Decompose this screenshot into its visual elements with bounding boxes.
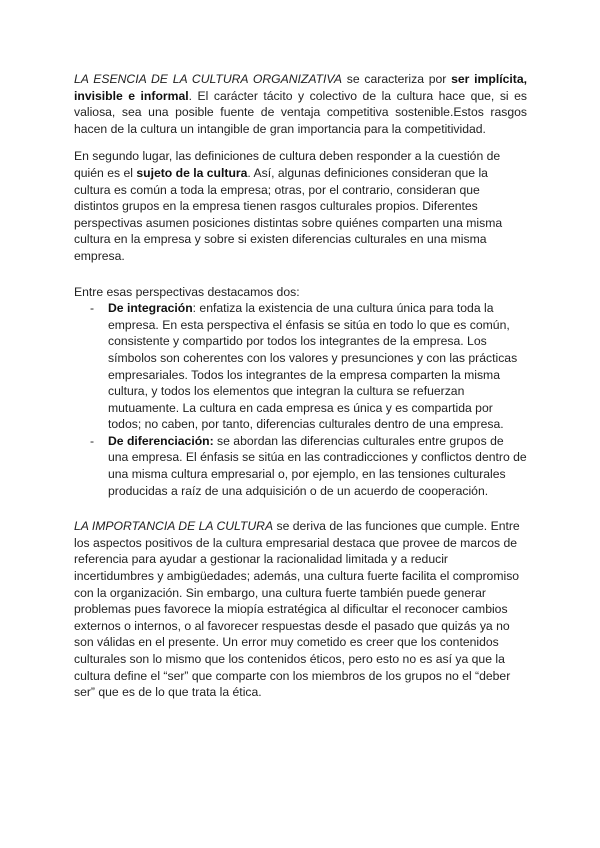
bold-phrase: ser implícita, invisible e informal bbox=[74, 72, 528, 103]
bold-phrase: sujeto de la cultura bbox=[136, 165, 248, 180]
list-item bbox=[74, 300, 527, 433]
item-title: De diferenciación: bbox=[108, 433, 214, 448]
paragraph-text: se deriva de las funciones que cumple. Entre los aspectos positivos de la cultura empresarial destaca que provee de marcos de referencia para ayudar a gestionar la racionalidad limitada y a reducir incertidumbres y ambigüedades; además, una cultura fuerte facilita el compromiso con la organización. Sin embargo, una cultura fuerte también puede generar problemas pues favorece la miopía estratégica al dificultar el reconocer cambios externos o internos, o al favorecer respuestas desde el pasado que quizás ya no son válidas en el presente. Un error muy cometido es creer que los contenidos culturales son lo mismo que los contenidos éticos, pero esto no es así ya que la cultura define el “ser” que comparte con los miembros de los grupos no el “deber ser” que es de lo que trata la ética. bbox=[74, 519, 520, 700]
document-page bbox=[74, 71, 527, 701]
heading-esencia: LA ESENCIA DE LA CULTURA ORGANIZATIVA bbox=[74, 72, 343, 86]
paragraph-text: En segundo lugar, las definiciones de cultura deben responder a la cuestión de quién es el bbox=[74, 149, 501, 180]
paragraph-importancia bbox=[74, 518, 527, 701]
perspectives-section bbox=[74, 284, 527, 500]
paragraph-text: se caracteriza por bbox=[342, 72, 452, 86]
item-text: : enfatiza la existencia de una cultura única para toda la empresa. En esta perspectiva el énfasis se sitúa en todo lo que es común, consistente y compartido por todos los integrantes de la empresa. Los símbolos son coherentes con los valores y presunciones y con las prácticas empresariales. Todos los integrantes de la empresa comparten la misma cultura, y todos los elementos que integran la cultura se refuerzan mutuamente. La cultura en cada empresa es única y es compartida por todos; no caben, por tanto, diferencias culturales dentro de una empresa. bbox=[108, 301, 518, 432]
dash-bullet: - bbox=[90, 301, 95, 316]
item-title: De integración bbox=[108, 301, 193, 316]
heading-importancia: LA IMPORTANCIA DE LA CULTURA bbox=[74, 519, 274, 534]
paragraph-sujeto bbox=[74, 148, 527, 264]
dash-bullet: - bbox=[90, 433, 95, 448]
perspectives-intro: Entre esas perspectivas destacamos dos: bbox=[74, 284, 300, 299]
perspectives-list bbox=[74, 300, 527, 499]
paragraph-text: . Así, algunas definiciones consideran que la cultura es común a toda la empresa; otras, por el contrario, consideran que distintos grupos en la empresa tienen rasgos culturales propios. Diferentes perspectivas asumen posiciones distintas sobre quiénes comparten una misma cultura en la empresa y sobre si existen diferencias culturales en una misma empresa. bbox=[74, 165, 503, 263]
paragraph-esencia bbox=[74, 71, 527, 137]
paragraph-text: . El carácter tácito y colectivo de la cultura hace que, si es valiosa, sea una posible fuente de ventaja competitiva sostenible.Estos rasgos hacen de la cultura un intangible de gran importancia para la competitividad. bbox=[74, 88, 527, 136]
list-item bbox=[74, 433, 527, 499]
item-text: se abordan las diferencias culturales entre grupos de una empresa. El énfasis se sitúa en las contradicciones y conflictos dentro de una misma cultura empresarial o, por ejemplo, en las tensiones culturales producidas a raíz de una adquisición o de un acuerdo de cooperación. bbox=[108, 433, 527, 498]
